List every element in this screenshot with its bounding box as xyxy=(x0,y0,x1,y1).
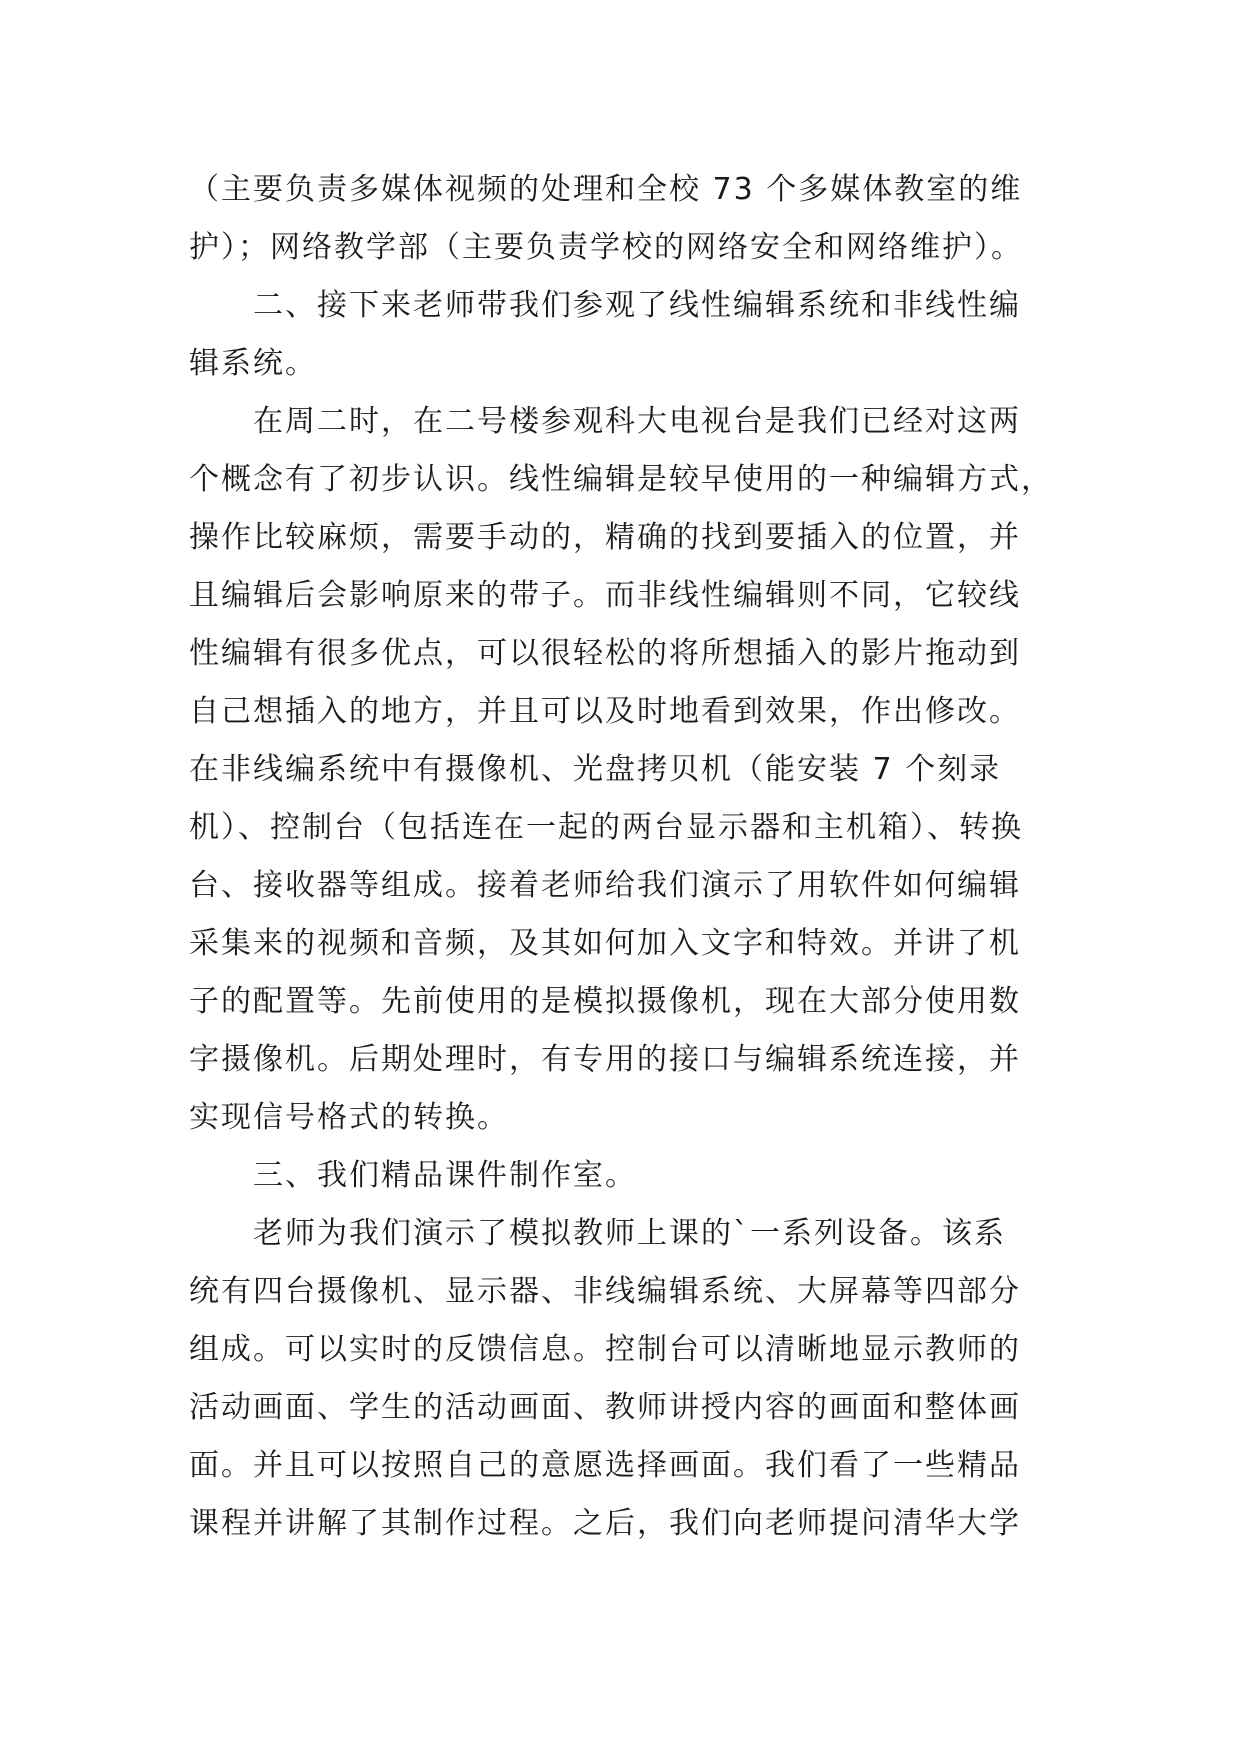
text-line: 面。并且可以按照自己的意愿选择画面。我们看了一些精品 xyxy=(189,1448,1021,1483)
text-line: 在非线编系统中有摄像机、光盘拷贝机（能安装 7 个刻录 xyxy=(189,752,1002,787)
text-line: 机）、控制台（包括连在一起的两台显示器和主机箱）、转换 xyxy=(189,810,1023,845)
text-line: 实现信号格式的转换。 xyxy=(189,1100,509,1135)
text-line: 个概念有了初步认识。线性编辑是较早使用的一种编辑方式， xyxy=(189,462,1053,497)
text-line: 辑系统。 xyxy=(189,346,317,381)
text-line: 子的配置等。先前使用的是模拟摄像机，现在大部分使用数 xyxy=(189,984,1021,1019)
text-line: 性编辑有很多优点，可以很轻松的将所想插入的影片拖动到 xyxy=(189,636,1021,671)
paragraph-start: 在周二时，在二号楼参观科大电视台是我们已经对这两 xyxy=(253,404,1021,439)
text-line: 课程并讲解了其制作过程。之后，我们向老师提问清华大学 xyxy=(189,1506,1021,1541)
text-line: 操作比较麻烦，需要手动的，精确的找到要插入的位置，并 xyxy=(189,520,1021,555)
text-line: 字摄像机。后期处理时，有专用的接口与编辑系统连接，并 xyxy=(189,1042,1021,1077)
text-line: 护）；网络教学部（主要负责学校的网络安全和网络维护）。 xyxy=(189,230,1023,265)
text-line: （主要负责多媒体视频的处理和全校 73 个多媒体教室的维 xyxy=(189,172,1023,207)
section-heading: 二、接下来老师带我们参观了线性编辑系统和非线性编 xyxy=(253,288,1021,323)
text-line: 组成。可以实时的反馈信息。控制台可以清晰地显示教师的 xyxy=(189,1332,1021,1367)
document-body xyxy=(189,161,1059,1553)
text-line: 统有四台摄像机、显示器、非线编辑系统、大屏幕等四部分 xyxy=(189,1274,1021,1309)
text-line: 台、接收器等组成。接着老师给我们演示了用软件如何编辑 xyxy=(189,868,1021,903)
text-line: 活动画面、学生的活动画面、教师讲授内容的画面和整体画 xyxy=(189,1390,1021,1425)
section-heading: 三、我们精品课件制作室。 xyxy=(253,1158,637,1193)
text-line: 采集来的视频和音频，及其如何加入文字和特效。并讲了机 xyxy=(189,926,1021,961)
paragraph-start: 老师为我们演示了模拟教师上课的`一系列设备。该系 xyxy=(253,1216,1006,1251)
text-line: 自己想插入的地方，并且可以及时地看到效果，作出修改。 xyxy=(189,694,1021,729)
text-line: 且编辑后会影响原来的带子。而非线性编辑则不同，它较线 xyxy=(189,578,1021,613)
